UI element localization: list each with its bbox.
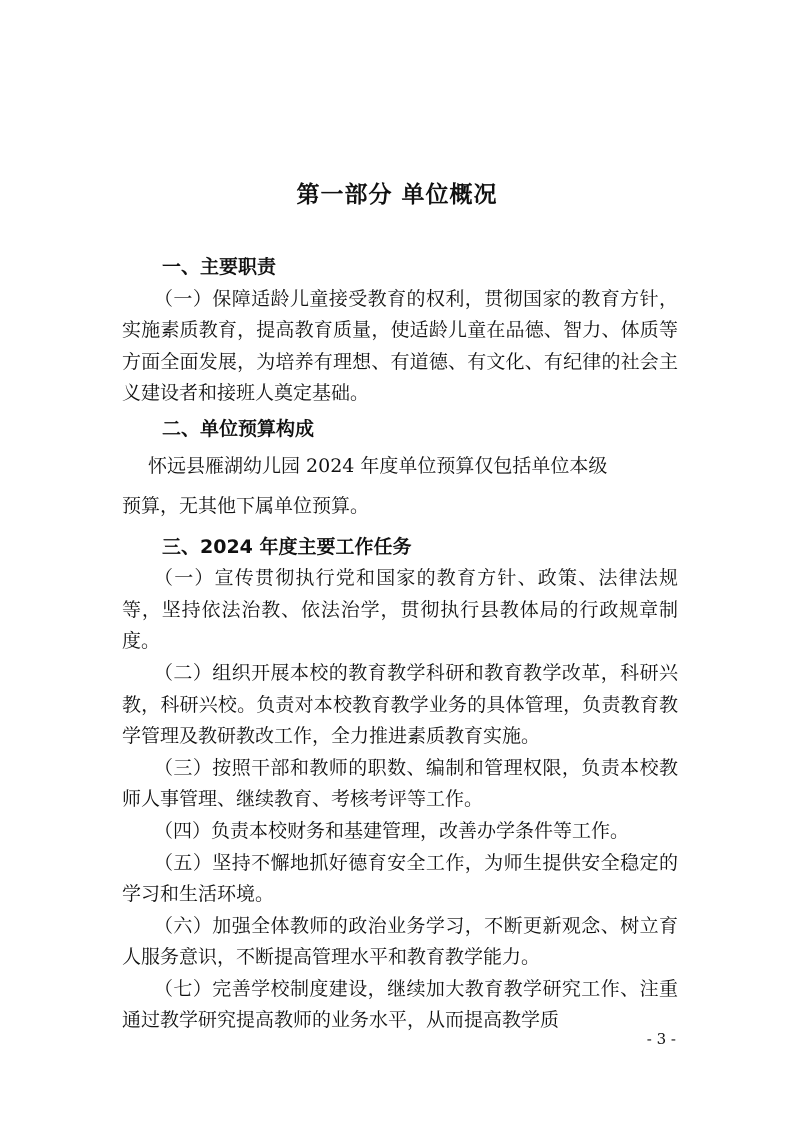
paragraph-task-6: （六）加强全体教师的政治业务学习，不断更新观念、树立育人服务意识，不断提高管理水平和教育教学能力。 <box>122 914 678 969</box>
section-heading-duties: 一、主要职责 <box>162 256 277 278</box>
paragraph-task-1: （一）宣传贯彻执行党和国家的教育方针、政策、法律法规等，坚持依法治教、依法治学，贯彻执行县教体局的行政规章制度。 <box>122 567 678 653</box>
paragraph-task-5: （五）坚持不懈地抓好德育安全工作，为师生提供安全稳定的学习和生活环境。 <box>122 851 678 906</box>
paragraph-budget-line-1: 怀远县雁湖幼儿园 2024 年度单位预算仅包括单位本级 <box>148 454 608 477</box>
paragraph-task-3: （三）按照干部和教师的职数、编制和管理权限，负责本校教师人事管理、继续教育、考核考评等工作。 <box>122 756 678 811</box>
paragraph-budget <box>122 446 678 526</box>
paragraph-task-4: （四）负责本校财务和基建管理，改善办学条件等工作。 <box>154 819 630 842</box>
section-heading-budget: 二、单位预算构成 <box>162 417 315 440</box>
page-number: - 3 - <box>646 1030 676 1048</box>
document-body <box>122 252 678 1037</box>
section-heading-tasks: 三、2024 年度主要工作任务 <box>162 535 412 558</box>
paragraph-duties-1: （一）保障适龄儿童接受教育的权利，贯彻国家的教育方针，实施素质教育，提高教育质量，使适龄儿童在品德、智力、体质等方面全面发展，为培养有理想、有道德、有文化、有纪律的社会主义建设者和接班人奠定基础。 <box>122 287 678 405</box>
paragraph-budget-line-2: 预算，无其他下属单位预算。 <box>122 494 370 517</box>
paragraph-task-2: （二）组织开展本校的教育教学科研和教育教学改革，科研兴教，科研兴校。负责对本校教育教学业务的具体管理，负责教育教学管理及教研教改工作，全力推进素质教育实施。 <box>122 661 678 748</box>
page-title: 第一部分 单位概况 <box>296 182 498 208</box>
paragraph-task-7: （七）完善学校制度建设，继续加大教育教学研究工作、注重通过教学研究提高教师的业务水平，从而提高教学质 <box>122 977 678 1032</box>
